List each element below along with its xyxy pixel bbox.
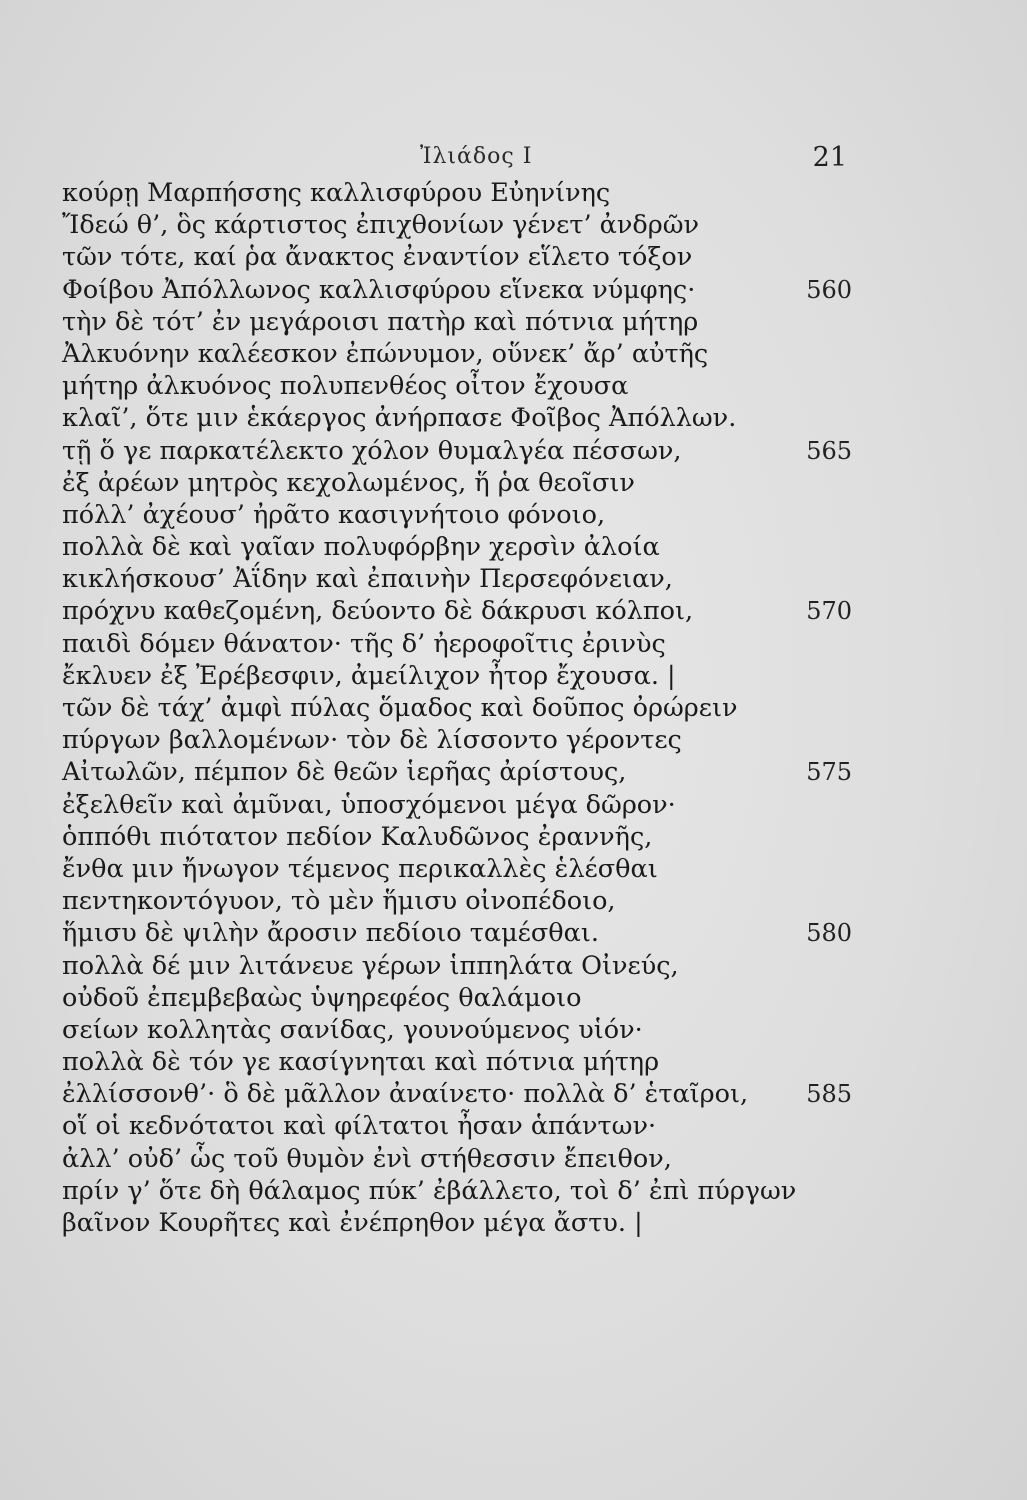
verse-text: πολλὰ δέ μιν λιτάνευε γέρων ἱππηλάτα Οἰνεύς, <box>62 950 679 981</box>
line-number: 585 <box>806 1080 852 1109</box>
verse-text: πεντηκοντόγυον, τὸ μὲν ἥμισυ οἰνοπέδοιο, <box>62 886 616 917</box>
verse-line <box>62 1078 852 1110</box>
verse-line <box>62 756 852 788</box>
verse-text: Φοίβου Ἀπόλλωνος καλλισφύρου εἵνεκα νύμφης· <box>62 274 696 305</box>
verse-text: κούρῃ Μαρπήσσης καλλισφύρου Εὐηνίνης <box>62 178 611 208</box>
line-number: 580 <box>806 919 852 948</box>
verse-text: ἐξελθεῖν καὶ ἀμῦναι, ὑποσχόμενοι μέγα δῶρον· <box>62 789 676 820</box>
verse-line <box>62 853 852 885</box>
verse-text: ἔνθα μιν ἤνωγον τέμενος περικαλλὲς ἑλέσθαι <box>62 853 658 884</box>
verse-line <box>62 1014 852 1046</box>
line-number: 575 <box>806 758 852 787</box>
verse-line <box>62 982 852 1014</box>
verse-text: ἀλλ’ οὐδ’ ὧς τοῦ θυμὸν ἐνὶ στήθεσσιν ἔπειθον, <box>62 1143 672 1174</box>
verse-text: τῇ ὅ γε παρκατέλεκτο χόλον θυμαλγέα πέσσων, <box>62 435 682 466</box>
verse-line <box>62 209 852 241</box>
running-head: Ἰλιάδος Ι <box>420 144 533 169</box>
verse-line <box>62 1046 852 1078</box>
verse-line <box>62 660 852 692</box>
verse-text: μήτηρ ἀλκυόνος πολυπενθέος οἶτον ἔχουσα <box>62 371 629 402</box>
verse-text: κλαῖ’, ὅτε μιν ἑκάεργος ἀνήρπασε Φοῖβος Ἀπόλλων. <box>62 403 737 434</box>
verse-line <box>62 402 852 434</box>
verse-line <box>62 531 852 563</box>
verse-line <box>62 241 852 273</box>
verse-text: πόλλ’ ἀχέουσ’ ἠρᾶτο κασιγνήτοιο φόνοιο, <box>62 499 606 530</box>
verse-text: Ἀλκυόνην καλέεσκον ἐπώνυμον, οὕνεκ’ ἄρ’ αὐτῆς <box>62 338 709 369</box>
page-number: 21 <box>812 142 847 173</box>
verse-text: πολλὰ δὲ καὶ γαῖαν πολυφόρβην χερσὶν ἀλοία <box>62 532 660 563</box>
verse-line <box>62 1207 852 1239</box>
verse-text: βαῖνον Κουρῆτες καὶ ἐνέπρηθον μέγα ἄστυ. | <box>62 1208 643 1238</box>
verse-line <box>62 338 852 370</box>
verse-line <box>62 628 852 660</box>
verse-text: Αἰτωλῶν, πέμπον δὲ θεῶν ἱερῆας ἀρίστους, <box>62 757 627 788</box>
line-number: 560 <box>806 275 852 304</box>
verse-line <box>62 499 852 531</box>
verse-text: τῶν δὲ τάχ’ ἀμφὶ πύλας ὅμαδος καὶ δοῦπος ὀρώρειν <box>62 693 738 723</box>
verse-text: ἐλλίσσονθ’· ὃ δὲ μᾶλλον ἀναίνετο· πολλὰ δ’ ἑταῖροι, <box>62 1079 749 1110</box>
line-number: 565 <box>806 436 852 465</box>
verse-line <box>62 789 852 821</box>
verse-text: πρίν γ’ ὅτε δὴ θάλαμος πύκ’ ἐβάλλετο, τοὶ δ’ ἐπὶ πύργων <box>62 1175 797 1206</box>
verse-text: τὴν δὲ τότ’ ἐν μεγάροισι πατὴρ καὶ πότνια μήτηρ <box>62 306 699 337</box>
verse-text: ὁππόθι πιότατον πεδίον Καλυδῶνος ἐραννῆς, <box>62 821 653 852</box>
verse-line <box>62 595 852 627</box>
verse-text: παιδὶ δόμεν θάνατον· τῆς δ’ ἠεροφοῖτις ἐρινὺς <box>62 628 666 659</box>
verse-line <box>62 435 852 467</box>
verse-lines <box>62 177 852 1239</box>
line-number: 570 <box>806 597 852 626</box>
verse-line <box>62 177 852 209</box>
verse-line <box>62 917 852 949</box>
verse-text: πρόχνυ καθεζομένη, δεύοντο δὲ δάκρυσι κόλποι, <box>62 596 694 627</box>
verse-line <box>62 563 852 595</box>
verse-text: οὐδοῦ ἐπεμβεβαὼς ὑψηρεφέος θαλάμοιο <box>62 982 582 1013</box>
verse-text: ἔκλυεν ἐξ Ἐρέβεσφιν, ἀμείλιχον ἦτορ ἔχουσα. | <box>62 660 676 691</box>
verse-text: κικλήσκουσ’ Ἀΐδην καὶ ἐπαινὴν Περσεφόνειαν, <box>62 564 673 595</box>
verse-line <box>62 306 852 338</box>
verse-text: πύργων βαλλομένων· τὸν δὲ λίσσοντο γέροντες <box>62 725 682 756</box>
verse-line <box>62 821 852 853</box>
verse-line <box>62 950 852 982</box>
verse-text: τῶν τότε, καί ῥα ἄνακτος ἐναντίον εἵλετο τόξον <box>62 242 693 273</box>
verse-line <box>62 467 852 499</box>
verse-line <box>62 692 852 724</box>
verse-line <box>62 274 852 306</box>
verse-line <box>62 1175 852 1207</box>
verse-text: Ἴδεώ θ’, ὃς κάρτιστος ἐπιχθονίων γένετ’ ἀνδρῶν <box>62 210 700 241</box>
verse-text: ἥμισυ δὲ ψιλὴν ἄροσιν πεδίοιο ταμέσθαι. <box>62 918 599 949</box>
verse-line <box>62 1143 852 1175</box>
verse-text: οἵ οἱ κεδνότατοι καὶ φίλτατοι ἦσαν ἁπάντων· <box>62 1111 657 1142</box>
verse-line <box>62 724 852 756</box>
verse-line <box>62 1110 852 1142</box>
verse-text: ἐξ ἀρέων μητρὸς κεχολωμένος, ἥ ῥα θεοῖσιν <box>62 467 635 498</box>
verse-line <box>62 370 852 402</box>
verse-text: πολλὰ δὲ τόν γε κασίγνηται καὶ πότνια μήτηρ <box>62 1047 660 1078</box>
verse-line <box>62 885 852 917</box>
verse-text: σείων κολλητὰς σανίδας, γουνούμενος υἱόν· <box>62 1014 643 1045</box>
